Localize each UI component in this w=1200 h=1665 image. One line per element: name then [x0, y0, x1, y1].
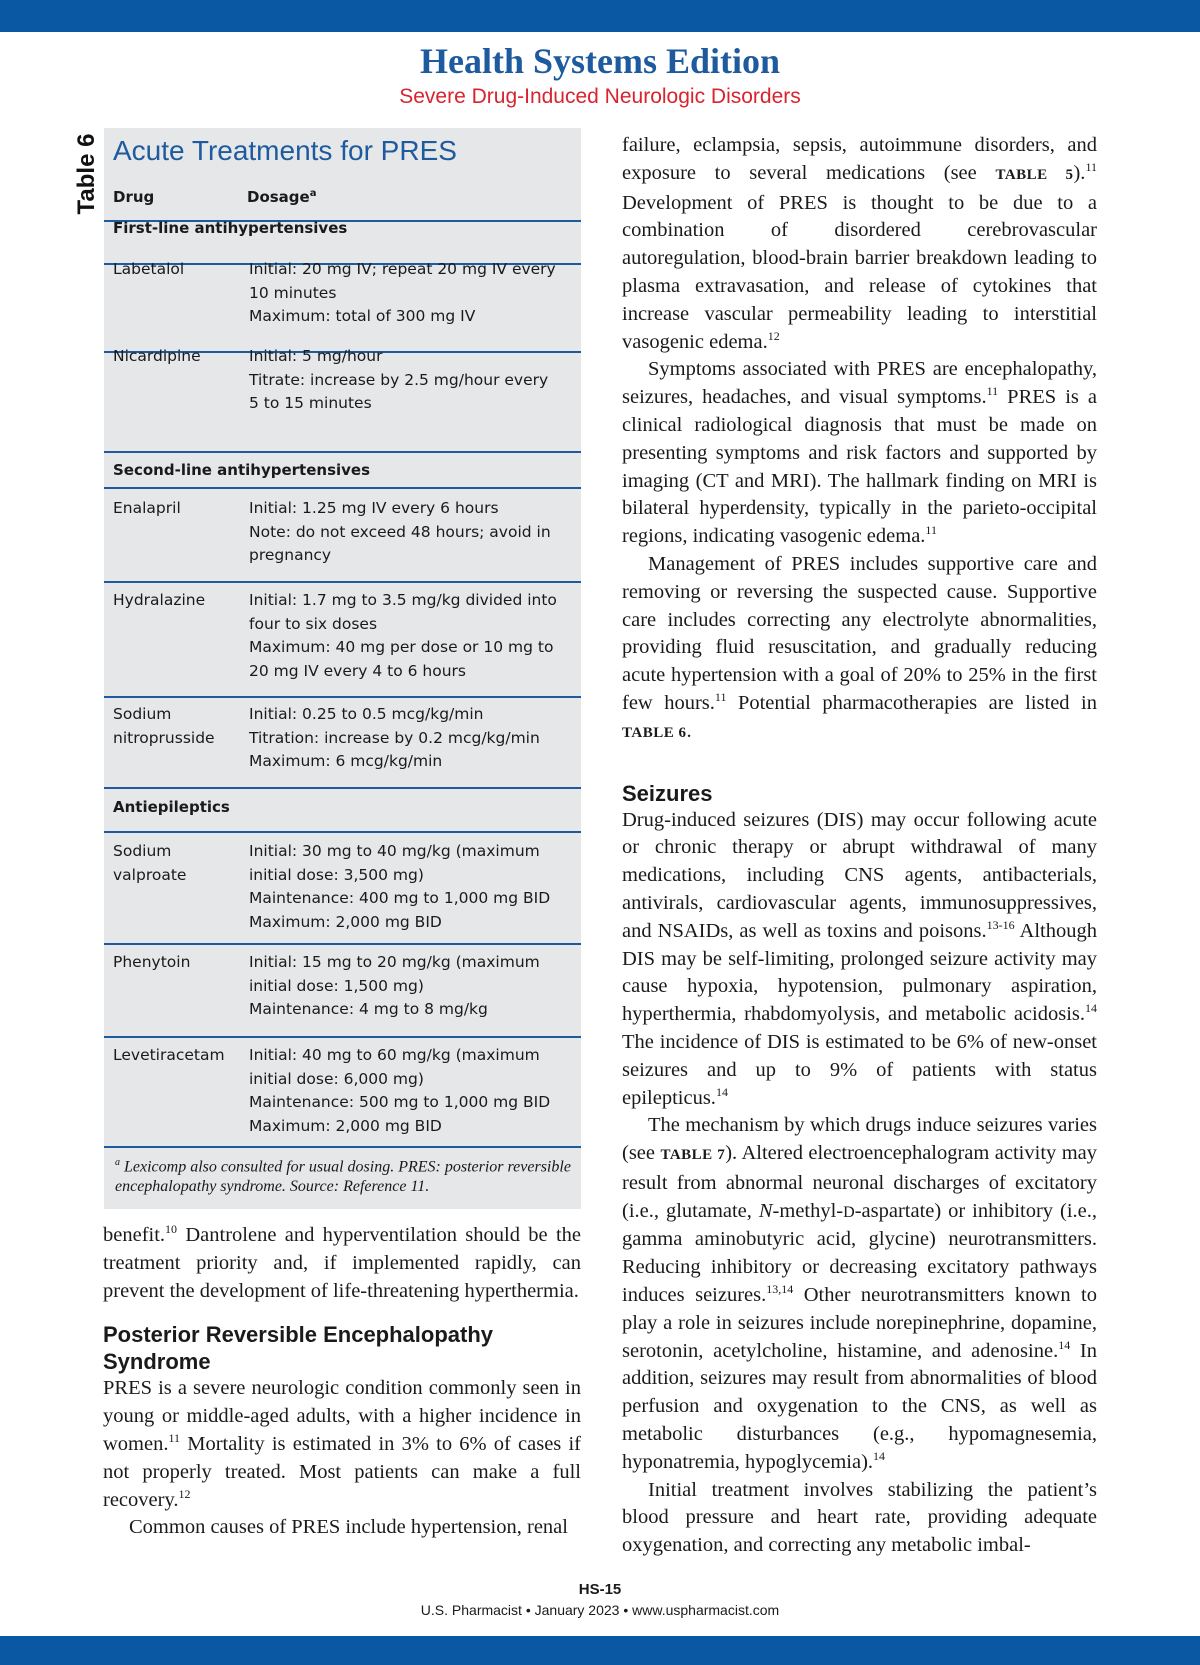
bottom-color-bar	[0, 1636, 1200, 1665]
treatment-table	[104, 128, 581, 1209]
section-subtitle: Severe Drug-Induced Neurologic Disorders	[399, 85, 801, 108]
table-footnote: $^a$ Lexicomp also consulted for usual dosing. PRES: posterior reversible encephalopathy syndrome. Source: Reference 11.	[115, 1157, 571, 1196]
table-divider	[104, 831, 581, 833]
paragraph: Drug-induced seizures (DIS) may occur following acute or chronic therapy or abrupt withdrawal of many medications, including CNS agents, antibacterials, antivirals, cardiovascular agents, immunosuppressives, and NSAIDs, as well as toxins and poisons.$^{13-16}$ Although DIS may be self-limiting, prolonged seizure activity may cause hypoxia, hypotension, pulmonary aspiration, hyperthermia, rhabdomyolysis, and metabolic acidosis.$^{14}$ The incidence of DIS is estimated to be 6% of new-onset seizures and up to 9% of patients with status epilepticus.$^{14}$	[622, 808, 1097, 1109]
dosage-text: Initial: 1.7 mg to 3.5 mg/kg divided into four to six doses Maximum: 40 mg per dose or 10 mg to 20 mg IV every 4 to 6 hours	[249, 591, 557, 680]
table-divider	[104, 1036, 581, 1038]
drug-name: Sodium nitroprusside	[113, 705, 215, 747]
dosage-text: Initial: 30 mg to 40 mg/kg (maximum initial dose: 3,500 mg) Maintenance: 400 mg to 1,000 mg BID Maximum: 2,000 mg BID	[249, 842, 551, 931]
page-header	[0, 40, 1200, 110]
table-divider	[104, 581, 581, 583]
dosage-text: Initial: 20 mg IV; repeat 20 mg IV every 10 minutes Maximum: total of 300 mg IV	[249, 260, 556, 325]
drug-name: Hydralazine	[113, 591, 206, 609]
drug-name: Nicardipine	[113, 347, 201, 365]
dosage-text: Initial: 15 mg to 20 mg/kg (maximum initial dose: 1,500 mg) Maintenance: 4 mg to 8 mg/kg	[249, 953, 540, 1018]
table-divider	[104, 696, 581, 698]
paragraph: failure, eclampsia, sepsis, autoimmune disorders, and exposure to several medications (see TABLE 5).$^{11}$ Development of PRES is thought to be due to a combination of disordered cerebrovascular autoregulation, blood-brain barrier breakdown leading to plasma extravasation, and release of cytokines that increase vascular permeability leading to interstitial vasogenic edema.$^{12}$	[622, 134, 1097, 353]
drug-name: Levetiracetam	[113, 1046, 225, 1064]
dosage-text: Initial: 0.25 to 0.5 mcg/kg/min Titration: increase by 0.2 mcg/kg/min Maximum: 6 mcg/kg/min	[249, 705, 540, 770]
table-divider	[104, 943, 581, 945]
drug-name: Labetalol	[113, 260, 185, 278]
section-first-line: First-line antihypertensives	[113, 219, 348, 237]
paragraph: Initial treatment involves stabilizing the patient’s blood pressure and heart rate, providing adequate oxygenation, and correcting any metabolic imbal-	[622, 1478, 1097, 1557]
dosage-text: Initial: 40 mg to 60 mg/kg (maximum initial dose: 6,000 mg) Maintenance: 500 mg to 1,000 mg BID Maximum: 2,000 mg BID	[249, 1046, 551, 1135]
left-column	[103, 1222, 581, 1542]
paragraph: Common causes of PRES include hypertension, renal	[129, 1516, 568, 1539]
column-header-dosage: Dosage$^a$	[247, 188, 317, 206]
publication-info: U.S. Pharmacist • January 2023 • www.uspharmacist.com	[420, 1602, 780, 1618]
drug-name: Sodium valproate	[113, 842, 187, 884]
paragraph: Management of PRES includes supportive care and removing or reversing the suspected cause. Supportive care includes correcting any electrolyte abnormalities, providing fluid resuscitation, and gradually reducing acute hypertension with a goal of 20% to 25% in the first few hours.$^{11}$ Potential pharmacotherapies are listed in TABLE 6.	[622, 552, 1097, 742]
table-divider	[104, 1146, 581, 1148]
edition-title: Health Systems Edition	[419, 41, 781, 81]
table-header-row	[113, 188, 573, 206]
drug-name: Phenytoin	[113, 953, 191, 971]
column-header-drug: Drug	[113, 188, 155, 206]
heading-seizures: Seizures	[622, 780, 713, 806]
dosage-text: Initial: 1.25 mg IV every 6 hours Note: do not exceed 48 hours; avoid in pregnancy	[249, 499, 551, 564]
top-color-bar	[0, 0, 1200, 32]
page-number: HS-15	[578, 1581, 622, 1598]
section-second-line: Second-line antihypertensives	[113, 461, 371, 479]
table-divider	[104, 787, 581, 789]
heading-pres: Posterior Reversible Encephalopathy Syndrome	[103, 1322, 494, 1375]
drug-name: Enalapril	[113, 499, 181, 517]
table-divider	[104, 487, 581, 489]
paragraph: PRES is a severe neurologic condition commonly seen in young or middle-aged adults, with a higher incidence in women.$^{11}$ Mortality is estimated in 3% to 6% of cases if not properly treated. Most patients can make a full recovery.$^{12}$	[103, 1377, 581, 1511]
paragraph: Symptoms associated with PRES are encephalopathy, seizures, headaches, and visual symptoms.$^{11}$ PRES is a clinical radiological diagnosis that must be made on presenting symptoms and risk factors and supported by imaging (CT and MRI). The hallmark finding on MRI is bilateral hyperdensity, typically in the parieto-occipital regions, indicating vasogenic edema.$^{11}$	[622, 358, 1097, 548]
right-column	[622, 132, 1097, 1560]
paragraph: benefit.$^{10}$ Dantrolene and hyperventilation should be the treatment priority and, if implemented rapidly, can prevent the development of life-threatening hyperthermia.	[103, 1222, 581, 1302]
section-antiepileptics: Antiepileptics	[113, 798, 230, 816]
page-footer	[0, 1580, 1200, 1620]
table-label: Table 6	[73, 133, 100, 215]
paragraph: The mechanism by which drugs induce seizures varies (see TABLE 7). Altered electroencephalogram activity may result from abnormal neuronal discharges of excitatory (i.e., glutamate, N-methyl-D-aspartate) or inhibitory (i.e., gamma aminobutyric acid, glycine) neurotransmitters. Reducing inhibitory or decreasing excitatory pathways induces seizures.$^{13,14}$ Other neurotransmitters known to play a role in seizures include norepinephrine, dopamine, serotonin, acetylcholine, histamine, and adenosine.$^{14}$ In addition, seizures may result from abnormalities of blood perfusion and oxygenation to the CNS, as well as metabolic disturbances (e.g., hypomagnesemia, hyponatremia, hypoglycemia).$^{14}$	[622, 1114, 1097, 1473]
dosage-text: Initial: 5 mg/hour Titrate: increase by 2.5 mg/hour every 5 to 15 minutes	[249, 347, 549, 412]
table-title: Acute Treatments for PRES	[113, 135, 457, 166]
table-divider	[104, 451, 581, 453]
